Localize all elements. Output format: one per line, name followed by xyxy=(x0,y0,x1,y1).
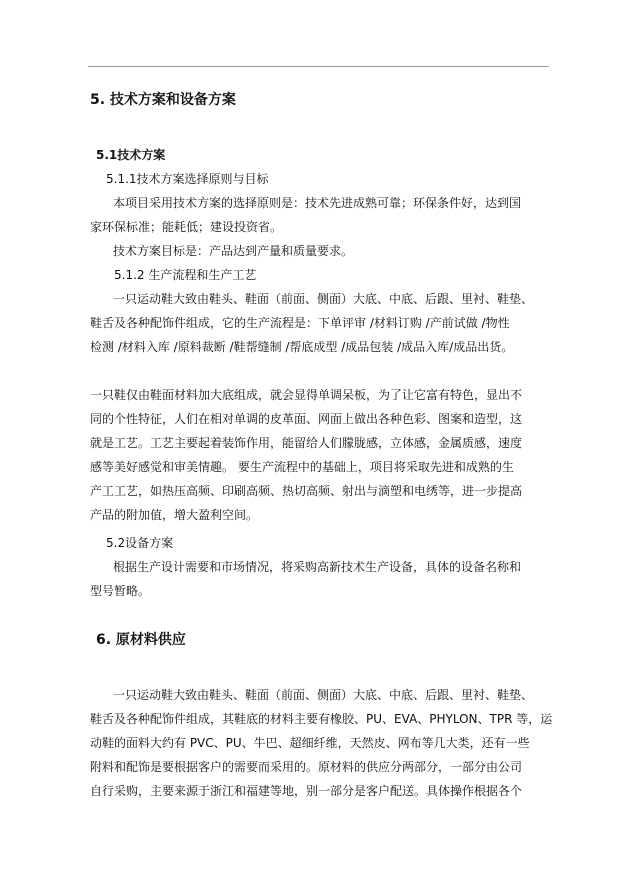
paragraph-line: 根据生产设计需要和市场情况，将采购高新技术生产设备，具体的设备名称和 xyxy=(113,560,522,574)
paragraph-line: 型号暂略。 xyxy=(90,584,151,598)
paragraph-line: 产品的附加值，增大盈利空间。 xyxy=(90,508,259,522)
section-5-2-heading: 5.2设备方案 xyxy=(106,536,174,550)
header-rule xyxy=(88,66,549,67)
paragraph-line: 一只运动鞋大致由鞋头、鞋面（前面、侧面）大底、中底、后跟、里衬、鞋垫、 xyxy=(113,292,534,306)
paragraph-line: 技术方案目标是：产品达到产量和质量要求。 xyxy=(113,244,354,258)
paragraph-line: 鞋舌及各种配饰件组成，它的生产流程是：下单评审 /材料订购 /产前试做 /物性 xyxy=(90,316,510,330)
paragraph-line: 一只鞋仅由鞋面材料加大底组成，就会显得单调呆板，为了让它富有特色，显出不 xyxy=(90,388,523,402)
paragraph-line: 检测 /材料入库 /原料裁断 /鞋帮缝制 /帮底成型 /成品包装 /成品入库/成品出货。 xyxy=(90,340,514,354)
paragraph-line: 鞋舌及各种配饰件组成，其鞋底的材料主要有橡胶、PU、EVA、PHYLON、TPR 等，运 xyxy=(90,712,553,726)
paragraph-line: 附料和配饰是要根据客户的需要而采用的。原材料的供应分两部分，一部分由公司 xyxy=(90,760,523,774)
paragraph-line: 感等美好感觉和审美情趣。 要生产流程中的基础上，项目将采取先进和成熟的生 xyxy=(90,460,514,474)
paragraph-line: 同的个性特征，人们在相对单调的皮革面、网面上做出各种色彩、图案和造型，这 xyxy=(90,412,523,426)
paragraph-line: 一只运动鞋大致由鞋头、鞋面（前面、侧面）大底、中底、后跟、里衬、鞋垫、 xyxy=(113,688,534,702)
paragraph-line: 产工工艺，如热压高频、印刷高频、热切高频、射出与滴塑和电绣等，进一步提高 xyxy=(90,484,523,498)
paragraph-line: 家环保标准；能耗低；建设投资省。 xyxy=(90,220,283,234)
paragraph-line: 自行采购，主要来源于浙江和福建等地，别一部分是客户配送。具体操作根据各个 xyxy=(90,784,523,798)
paragraph-line: 就是工艺。工艺主要起着装饰作用，能留给人们朦胧感，立体感，金属质感，速度 xyxy=(90,436,523,450)
paragraph-line: 本项目采用技术方案的选择原则是：技术先进成熟可靠；环保条件好，达到国 xyxy=(113,196,522,210)
section-5-1-2-heading: 5.1.2 生产流程和生产工艺 xyxy=(114,268,257,282)
paragraph-line: 动鞋的面料大约有 PVC、PU、牛巴、超细纤维，天然皮、网布等几大类，还有一些 xyxy=(90,736,530,750)
section-5-heading: 5. 技术方案和设备方案 xyxy=(90,92,236,108)
section-5-1-heading: 5.1技术方案 xyxy=(96,148,166,162)
section-5-1-1-heading: 5.1.1技术方案选择原则与目标 xyxy=(106,172,269,186)
section-6-heading: 6. 原材料供应 xyxy=(96,632,186,648)
